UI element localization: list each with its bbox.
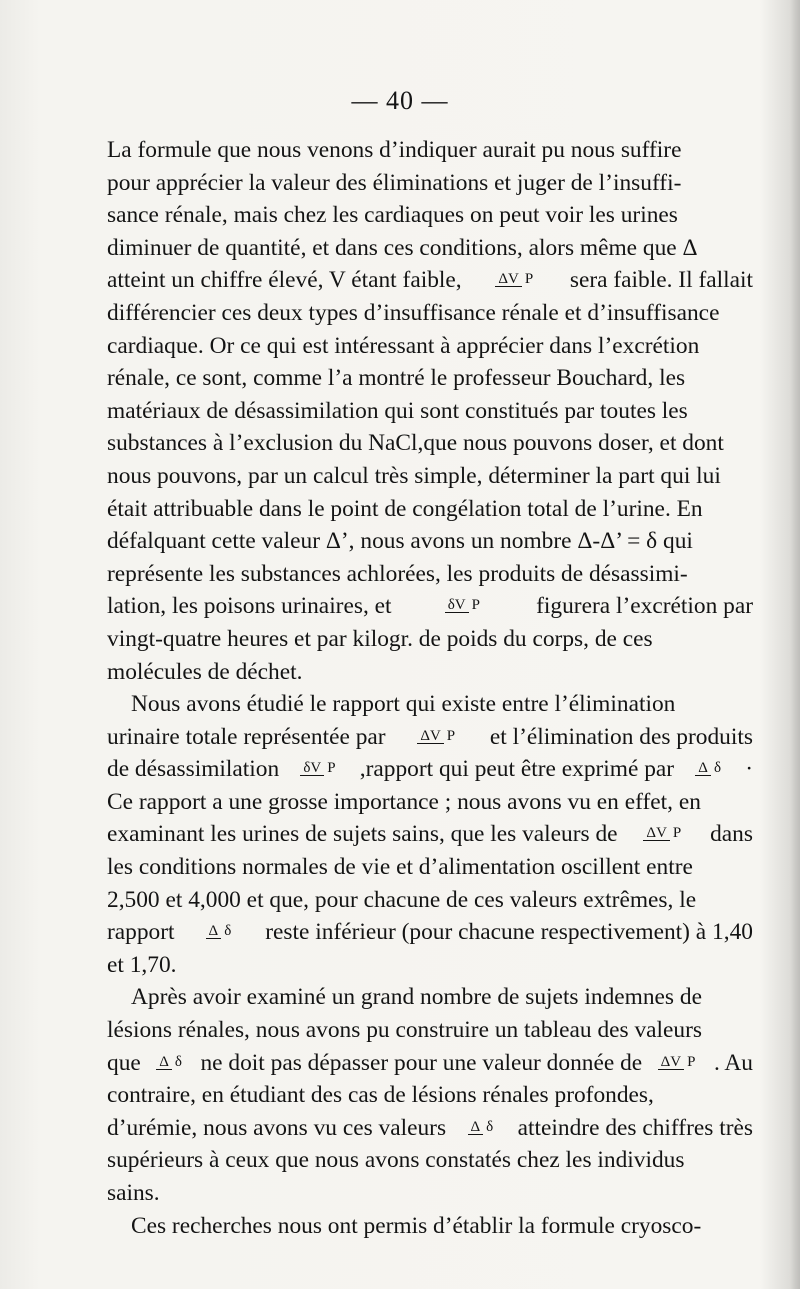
text-run: ·: [745, 756, 753, 783]
text-run: contraire, en étudiant des cas de lésions rénales profondes,: [107, 1082, 654, 1109]
text-run: Après avoir examiné un grand nombre de sujets indemnes de: [131, 984, 702, 1011]
text-run: Ces recherches nous ont permis d’établir la formule cryosco-: [131, 1212, 702, 1239]
text-run: vingt-quatre heures et par kilogr. de poids du corps, de ces: [107, 625, 653, 652]
text-run: dans: [710, 821, 753, 848]
fraction-denominator: δ: [224, 923, 232, 940]
text-line: [107, 264, 753, 297]
text-line: [107, 656, 753, 689]
text-line: [107, 167, 753, 200]
text-run: et l’élimination des produits: [489, 723, 753, 750]
text-run: défalquant cette valeur Δ’, nous avons un nombre Δ-Δ’ = δ qui: [107, 528, 693, 555]
text-run: supérieurs à ceux que nous avons constatés chez les individus: [107, 1147, 685, 1174]
fraction-delta-v-over-p: [658, 1055, 699, 1070]
text-run: . Au: [713, 1049, 753, 1076]
text-run: les conditions normales de vie et d’alimentation oscillent entre: [107, 854, 693, 881]
text-run: que: [107, 1049, 141, 1076]
text-run: atteint un chiffre élevé, V étant faible,: [107, 267, 462, 294]
text-run: urinaire totale représentée par: [107, 723, 386, 750]
text-run: Ce rapport a une grosse importance ; nous avons vu en effet, en: [107, 788, 701, 815]
text-line: [107, 362, 753, 395]
text-run: d’urémie, nous avons vu ces valeurs: [107, 1114, 447, 1141]
text-line: [107, 786, 753, 819]
text-run: figurera l’excrétion par: [536, 593, 753, 620]
fraction-delta-v-over-p: [417, 729, 458, 744]
fraction-delta-v-over-p: [643, 826, 684, 841]
text-line: [107, 949, 753, 982]
text-line: [107, 1047, 753, 1080]
text-run: La formule que nous venons d’indiquer aurait pu nous suffire: [107, 137, 682, 163]
text-line: [107, 1177, 753, 1210]
text-line: [107, 981, 753, 1014]
text-line: [107, 688, 753, 721]
text-line: [107, 493, 753, 526]
text-run: diminuer de quantité, et dans ces conditions, alors même que Δ: [107, 234, 698, 261]
text-line: [107, 525, 753, 558]
text-run: rapport: [107, 919, 175, 946]
text-run: sains.: [107, 1180, 160, 1206]
page-number: — 40 —: [351, 86, 449, 115]
fraction-delta-small-v-over-p: [300, 761, 338, 776]
fraction-numerator: Δ: [156, 1055, 172, 1070]
text-run: reste inférieur (pour chacune respectivement) à 1,40: [265, 919, 753, 946]
text-run: atteindre des chiffres très: [517, 1114, 753, 1141]
text-run: molécules de déchet.: [107, 658, 303, 685]
text-line: [107, 427, 753, 460]
fraction-numerator: ΔV: [658, 1055, 684, 1070]
text-run: ,rapport qui peut être exprimé par: [359, 756, 675, 783]
text-line: [107, 1144, 753, 1177]
text-run: nous pouvons, par un calcul très simple, déterminer la part qui lui: [107, 462, 721, 489]
text-line: [107, 134, 753, 167]
text-line: [107, 623, 753, 656]
text-run: Nous avons étudié le rapport qui existe entre l’élimination: [131, 691, 676, 718]
fraction-denominator: δ: [713, 760, 722, 777]
text-line: [107, 1112, 753, 1145]
text-run: 2,500 et 4,000 et que, pour chacune de ces valeurs extrêmes, le: [107, 886, 697, 913]
fraction-denominator: P: [672, 825, 682, 842]
text-line: [107, 916, 753, 949]
text-run: sance rénale, mais chez les cardiaques on peut voir les urines: [107, 202, 678, 229]
fraction-numerator: Δ: [206, 924, 222, 939]
text-line: [107, 818, 753, 851]
text-run: ne doit pas dépasser pour une valeur donnée de: [200, 1049, 643, 1076]
text-run: représente les substances achlorées, les produits de désassimi-: [107, 560, 688, 587]
text-run: lésions rénales, nous avons pu construire un tableau des valeurs: [107, 1017, 703, 1044]
text-run: cardiaque. Or ce qui est intéressant à apprécier dans l’excrétion: [107, 332, 700, 359]
fraction-denominator: δ: [486, 1118, 494, 1135]
fraction-delta-over-delta: [206, 924, 235, 939]
text-line: [107, 558, 753, 591]
text-run: lation, les poisons urinaires, et: [107, 593, 392, 620]
text-run: différencier ces deux types d’insuffisance rénale et d’insuffisance: [107, 299, 720, 326]
text-run: rénale, ce sont, comme l’a montré le professeur Bouchard, les: [107, 365, 686, 392]
text-line: [107, 460, 753, 493]
text-run: examinant les urines de sujets sains, que les valeurs de: [107, 821, 618, 848]
fraction-numerator: Δ: [468, 1120, 484, 1135]
text-line: [107, 753, 753, 786]
text-line: [107, 1079, 753, 1112]
text-line: [107, 395, 753, 428]
fraction-numerator: ΔV: [495, 272, 521, 287]
text-run: pour apprécier la valeur des éliminations et juger de l’insuffi-: [107, 169, 682, 196]
page-edge-shadow: [790, 0, 800, 1289]
text-run: substances à l’exclusion du NaCl,que nous pouvons doser, et dont: [107, 430, 724, 457]
fraction-delta-v-over-p: [495, 272, 536, 287]
text-line: [107, 884, 753, 917]
text-run: matériaux de désassimilation qui sont constitués par toutes les: [107, 397, 688, 424]
text-run: de désassimilation: [107, 756, 280, 783]
fraction-numerator: ΔV: [417, 729, 443, 744]
fraction-delta-over-delta: [695, 761, 724, 776]
fraction-denominator: P: [471, 597, 480, 614]
fraction-denominator: δ: [174, 1053, 182, 1070]
text-line: [107, 721, 753, 754]
fraction-denominator: P: [524, 271, 534, 288]
text-line: [107, 232, 753, 265]
text-line: [107, 199, 753, 232]
text-run: était attribuable dans le point de congélation total de l’urine. En: [107, 495, 703, 522]
fraction-numerator: δV: [300, 761, 324, 776]
text-line: [107, 1210, 753, 1243]
fraction-denominator: P: [687, 1053, 696, 1070]
text-line: [107, 297, 753, 330]
text-line: [107, 330, 753, 363]
text-line: [107, 851, 753, 884]
fraction-numerator: Δ: [695, 761, 711, 776]
fraction-denominator: P: [446, 727, 456, 744]
fraction-numerator: ΔV: [643, 826, 669, 841]
text-run: sera faible. Il fallait: [569, 267, 753, 294]
body-text: [107, 134, 753, 1242]
text-run: et 1,70.: [107, 951, 177, 978]
fraction-delta-over-delta: [468, 1120, 497, 1135]
fraction-denominator: P: [327, 760, 336, 777]
text-line: [107, 590, 753, 623]
fraction-delta-over-delta: [156, 1055, 185, 1070]
text-line: [107, 1014, 753, 1047]
fraction-delta-small-v-over-p: [445, 598, 483, 613]
fraction-numerator: δV: [445, 598, 469, 613]
